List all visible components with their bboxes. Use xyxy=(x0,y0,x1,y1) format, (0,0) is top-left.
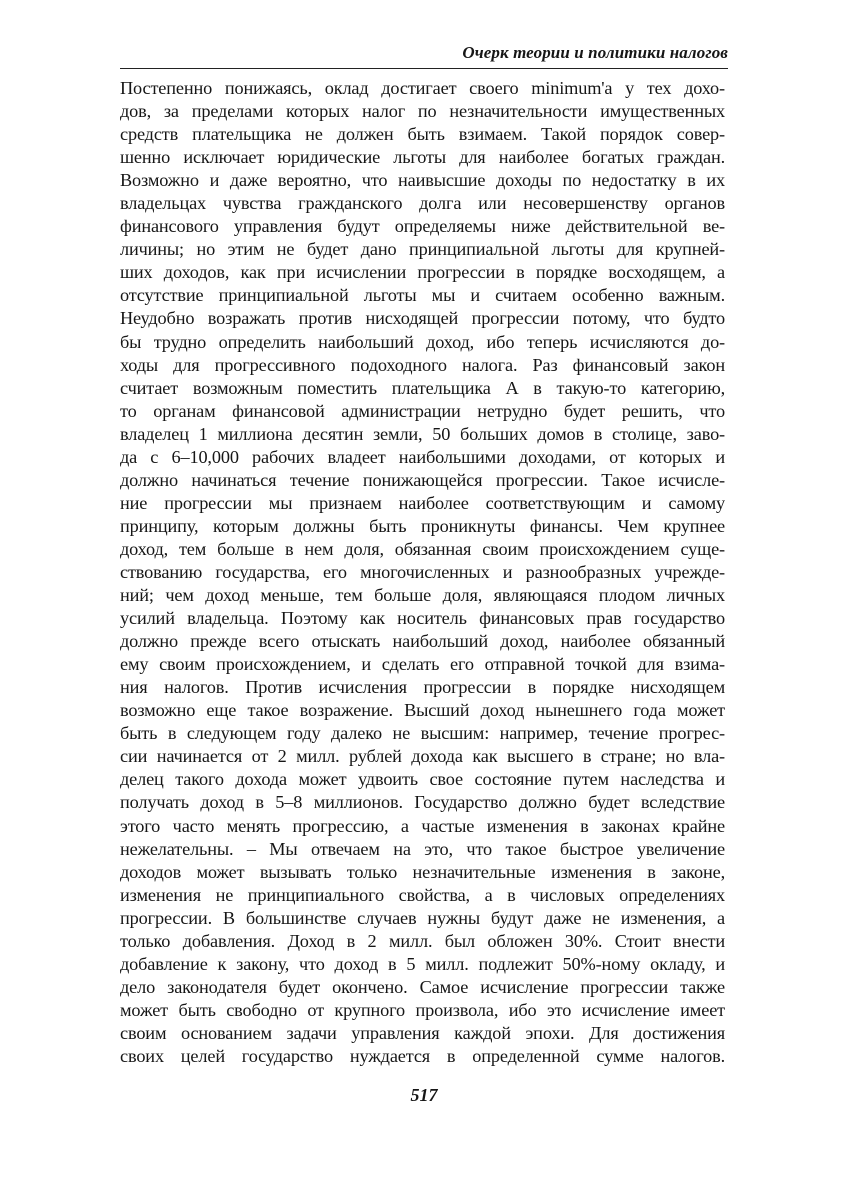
text-line: Постепенно понижаясь, оклад достигает своего minimum'а у тех дохо- xyxy=(120,78,725,98)
text-line: Возможно и даже вероятно, что наивысшие доходы по недостатку в их xyxy=(120,170,725,191)
text-line: ших доходов, как при исчислении прогрессии в порядке восходящем, а xyxy=(120,262,725,283)
text-line: ходы для прогрессивного подоходного налога. Раз финансовый закон xyxy=(120,354,725,375)
text-line: ний; чем доход меньше, тем больше доля, являющаяся плодом личных xyxy=(120,585,725,606)
text-line: возможно еще такое возражение. Высший доход нынешнего года может xyxy=(120,700,725,721)
text-line: ние прогрессии мы признаем наиболее соответствующим и самому xyxy=(120,492,725,513)
text-line: своим основанием задачи управления каждой эпохи. Для достижения xyxy=(120,1022,725,1043)
text-line: финансового управления будут определяемы ниже действительной ве- xyxy=(120,216,725,237)
text-line: усилий владельца. Поэтому как носитель финансовых прав государство xyxy=(120,608,725,629)
text-line: нежелательны. – Мы отвечаем на это, что такое быстрое увеличение xyxy=(120,838,725,859)
text-line: шенно исключает юридические льготы для наиболее богатых граждан. xyxy=(120,147,725,168)
running-header: Очерк теории и политики налогов xyxy=(462,43,728,62)
text-line: должно прежде всего отыскать наибольший доход, наиболее обязанный xyxy=(120,631,725,652)
text-line: добавление к закону, что доход в 5 милл. подлежит 50%-ному окладу, и xyxy=(120,953,725,974)
text-line: Неудобно возражать против нисходящей прогрессии потому, что будто xyxy=(120,308,725,329)
text-line: да с 6–10,000 рабочих владеет наибольшими доходами, от которых и xyxy=(120,446,725,467)
text-line: владелец 1 миллиона десятин земли, 50 больших домов в столице, заво- xyxy=(120,423,725,444)
text-line: дело законодателя будет окончено. Самое исчисление прогрессии также xyxy=(120,976,725,997)
text-line: принципу, которым должны быть проникнуты финансы. Чем крупнее xyxy=(120,515,725,536)
text-line: то органам финансовой администрации нетрудно будет решить, что xyxy=(120,400,725,421)
text-line: сии начинается от 2 милл. рублей дохода как высшего в стране; но вла- xyxy=(120,746,725,767)
text-line: бы трудно определить наибольший доход, ибо теперь исчисляются до- xyxy=(120,331,725,352)
text-line: делец такого дохода может удвоить свое состояние путем наследства и xyxy=(120,769,725,790)
text-line: владельцах чувства гражданского долга или несовершенству органов xyxy=(120,193,725,214)
text-line: отсутствие принципиальной льготы мы и считаем особенно важным. xyxy=(120,285,725,306)
text-line: своих целей государство нуждается в определенной сумме налогов. xyxy=(120,1045,725,1066)
text-line: только добавления. Доход в 2 милл. был обложен 30%. Стоит внести xyxy=(120,930,725,951)
text-line: доходов может вызывать только незначительные изменения в законе, xyxy=(120,861,725,882)
text-line: ему своим происхождением, и сделать его отправной точкой для взима- xyxy=(120,654,725,675)
text-line: изменения не принципиального свойства, а в числовых определениях xyxy=(120,884,725,905)
text-line: этого часто менять прогрессию, а частые изменения в законах крайне xyxy=(120,815,725,836)
text-line: быть в следующем году далеко не высшим: например, течение прогрес- xyxy=(120,723,725,744)
text-line: получать доход в 5–8 миллионов. Государство должно будет вследствие xyxy=(120,792,725,813)
text-line: средств плательщика не должен быть взимаем. Такой порядок совер- xyxy=(120,124,725,145)
text-line: должно начинаться течение понижающейся прогрессии. Такое исчисле- xyxy=(120,469,725,490)
text-line: личины; но этим не будет дано принципиальной льготы для крупней- xyxy=(120,239,725,260)
body-text xyxy=(120,77,725,1068)
text-line: доход, тем больше в нем доля, обязанная своим происхождением суще- xyxy=(120,538,725,559)
text-line: ния налогов. Против исчисления прогрессии в порядке нисходящем xyxy=(120,677,725,698)
text-line: прогрессии. В большинстве случаев нужны будут даже не изменения, а xyxy=(120,907,725,928)
header-rule xyxy=(120,68,728,69)
text-line: может быть свободно от крупного произвола, ибо это исчисление имеет xyxy=(120,999,725,1020)
page-number: 517 xyxy=(410,1085,438,1105)
text-line: считает возможным поместить плательщика А в такую-то категорию, xyxy=(120,377,725,398)
text-line: ствованию государства, его многочисленных и разнообразных учрежде- xyxy=(120,561,725,582)
text-line: дов, за пределами которых налог по незначительности имущественных xyxy=(120,101,725,122)
